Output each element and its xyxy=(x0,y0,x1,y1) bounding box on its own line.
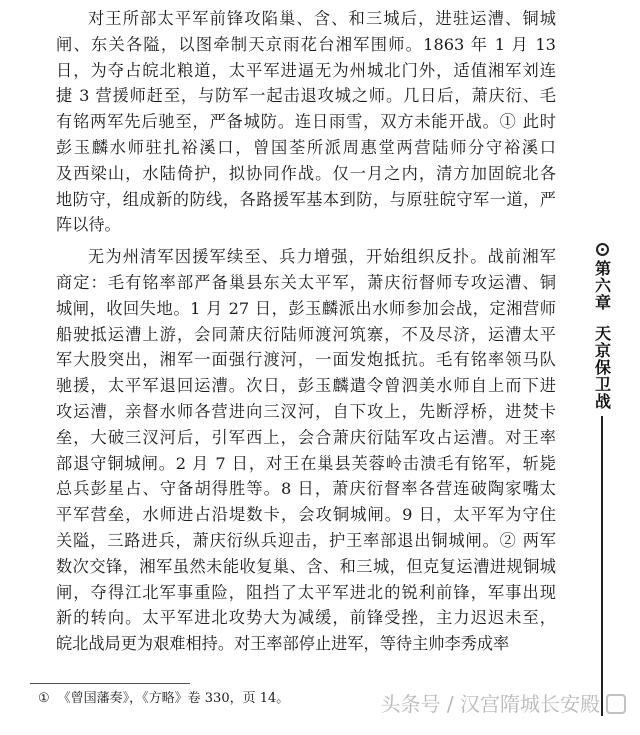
text-line: 新的转向。太平军进北攻势大为减缓，前锋受挫，主力迟迟未至， xyxy=(56,608,556,628)
text-line: 彭玉麟水师驻扎裕溪口，曾国荃所派周惠堂两营陆师分守裕溪口 xyxy=(56,137,556,157)
paragraph-2 xyxy=(56,244,556,657)
watermark xyxy=(381,688,626,717)
text-line: 船驶抵运漕上游，会同萧庆衍陆师渡河筑寨，不及尽济，运漕太平 xyxy=(56,324,556,344)
text-line: 阵以待。 xyxy=(56,215,121,235)
chapter-marker-icon xyxy=(596,243,609,256)
text-line: 部退守铜城闸。2 月 7 日，对王在巢县芙蓉岭击溃毛有铭军，斩毙 xyxy=(56,453,556,473)
text-line: 及西梁山，水陆倚护，拟协同作战。仅一月之内，清方加固皖北各 xyxy=(56,163,556,183)
chapter-title: 天京保卫战 xyxy=(592,325,612,410)
text-line: 对王所部太平军前锋攻陷巢、含、和三城后，进驻运漕、铜城 xyxy=(88,9,556,28)
footnote-mark: ① xyxy=(38,691,50,706)
text-line: 皖北战局更为艰难相持。对王率部停止进军，等待主帅李秀成率 xyxy=(56,634,510,654)
chapter-sidebar xyxy=(588,243,616,716)
text-line: 关隘，三路进兵，萧庆衍纵兵迎击，护王率部退出铜城闸。② 两军 xyxy=(56,530,556,550)
sidebar-rule xyxy=(601,416,603,716)
text-line: 无为州清军因援军续至、兵力增强，开始组织反扑。战前湘军 xyxy=(88,247,556,267)
text-line: 城闸，收回失地。1 月 27 日，彭玉麟派出水师参加会战，定湘营师 xyxy=(56,298,556,318)
paragraph-1 xyxy=(56,6,556,238)
text-line: 捷 3 营援师赶至，与防军一起击退攻城之师。几日后，萧庆衍、毛 xyxy=(56,86,556,106)
text-line: 有铭两军先后驰至，严备城防。连日雨雪，双方未能开战。① 此时 xyxy=(56,112,556,132)
text-line: 商定：毛有铭率部严备巢县东关太平军，萧庆衍督师专攻运漕、铜 xyxy=(56,272,556,292)
body-text xyxy=(56,6,556,663)
text-line: 总兵彭星占、守备胡得胜等。8 日，萧庆衍督率各营连破陶家嘴太 xyxy=(56,479,556,499)
text-line: 闸、东关各隘，以图牵制天京雨花台湘军围师。1863 年 1 月 13 xyxy=(56,34,556,54)
footnote-divider xyxy=(30,683,190,684)
text-line: 地防守，组成新的防线，各路援军基本到防，与原驻皖守军一道，严 xyxy=(56,189,556,209)
text-line: 垒，大破三汊河后，引军西上，会合萧庆衍陆军攻占运漕。对王率 xyxy=(56,427,556,447)
watermark-text: 头条号 / 汉宫隋城长安殿 xyxy=(380,692,600,716)
text-line: 日，为夺占皖北粮道，太平军进逼无为州城北门外，适值湘军刘连 xyxy=(56,60,556,80)
text-line: 数次交锋，湘军虽然未能收复巢、含、和三城，但克复运漕进规铜城 xyxy=(56,556,556,576)
chapter-number: 第六章 xyxy=(592,260,612,311)
text-line: 闸，夺得江北军事重险，阻挡了太平军进北的锐利前锋，军事出现 xyxy=(56,582,556,602)
watermark-logo-icon xyxy=(606,694,626,714)
text-line: 军大股突出，湘军一面强行渡河，一面发炮抵抗。毛有铭率领马队 xyxy=(56,350,556,370)
text-line: 驰援，太平军退回运漕。次日，彭玉麟遣令曾泗美水师自上而下进 xyxy=(56,376,556,396)
footnote-text: 《曾国藩奏》，《方略》卷 330，页 14。 xyxy=(57,691,290,706)
footnote xyxy=(38,691,289,707)
text-line: 平军营垒，水师进占沿堤数卡，会攻铜城闸。9 日，太平军为守住 xyxy=(56,505,556,525)
text-line: 攻运漕，亲督水师各营进向三汊河，自下攻上，先断浮桥，进焚卡 xyxy=(56,401,556,421)
